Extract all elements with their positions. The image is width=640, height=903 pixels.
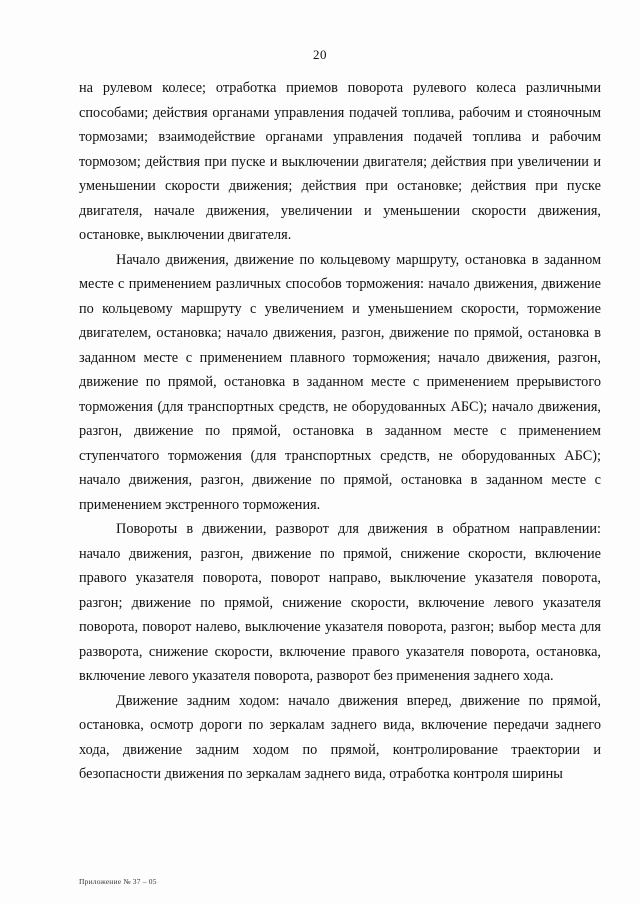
paragraph-continuation: на рулевом колесе; отработка приемов поворота рулевого колеса различными способами; действия органами управления подачей топлива, рабочим и стояночным тормозами; взаимодействие органами управления подачей топлива и рабочим тормозом; действия при пуске и выключении двигателя; действия при увеличении и уменьшении скорости движения; действия при остановке; действия при пуске двигателя, начале движения, увеличении и уменьшении скорости движения, остановке, выключении двигателя. [79,80,601,243]
body-text [79,76,601,787]
paragraph-reverse: Движение задним ходом: начало движения вперед, движение по прямой, остановка, осмотр дороги по зеркалам заднего вида, включение передачи заднего хода, движение задним ходом по прямой, контролирование траектории и безопасности движения по зеркалам заднего вида, отработка контроля ширины [79,692,601,782]
footer-note: Приложение № 37 – 05 [79,877,157,886]
paragraph-turns: Повороты в движении, разворот для движения в обратном направлении: начало движения, разгон, движение по прямой, снижение скорости, включение правого указателя поворота, поворот направо, выключение указателя поворота, разгон; движение по прямой, снижение скорости, включение левого указателя поворота, поворот налево, выключение указателя поворота, разгон; выбор места для разворота, снижение скорости, включение правого указателя поворота, остановка, включение левого указателя поворота, разворот без применения заднего хода. [79,521,601,684]
paragraph-braking: Начало движения, движение по кольцевому маршруту, остановка в заданном месте с применением различных способов торможения: начало движения, движение по кольцевому маршруту с увеличением и уменьшением скорости, торможение двигателем, остановка; начало движения, разгон, движение по прямой, остановка в заданном месте с применением плавного торможения; начало движения, разгон, движение по прямой, остановка в заданном месте с применением прерывистого торможения (для транспортных средств, не оборудованных АБС); начало движения, разгон, движение по прямой, остановка в заданном месте с применением ступенчатого торможения (для транспортных средств, не оборудованных АБС); начало движения, разгон, движение по прямой, остановка в заданном месте с применением экстренного торможения. [79,251,601,513]
page-number: 20 [313,47,327,62]
